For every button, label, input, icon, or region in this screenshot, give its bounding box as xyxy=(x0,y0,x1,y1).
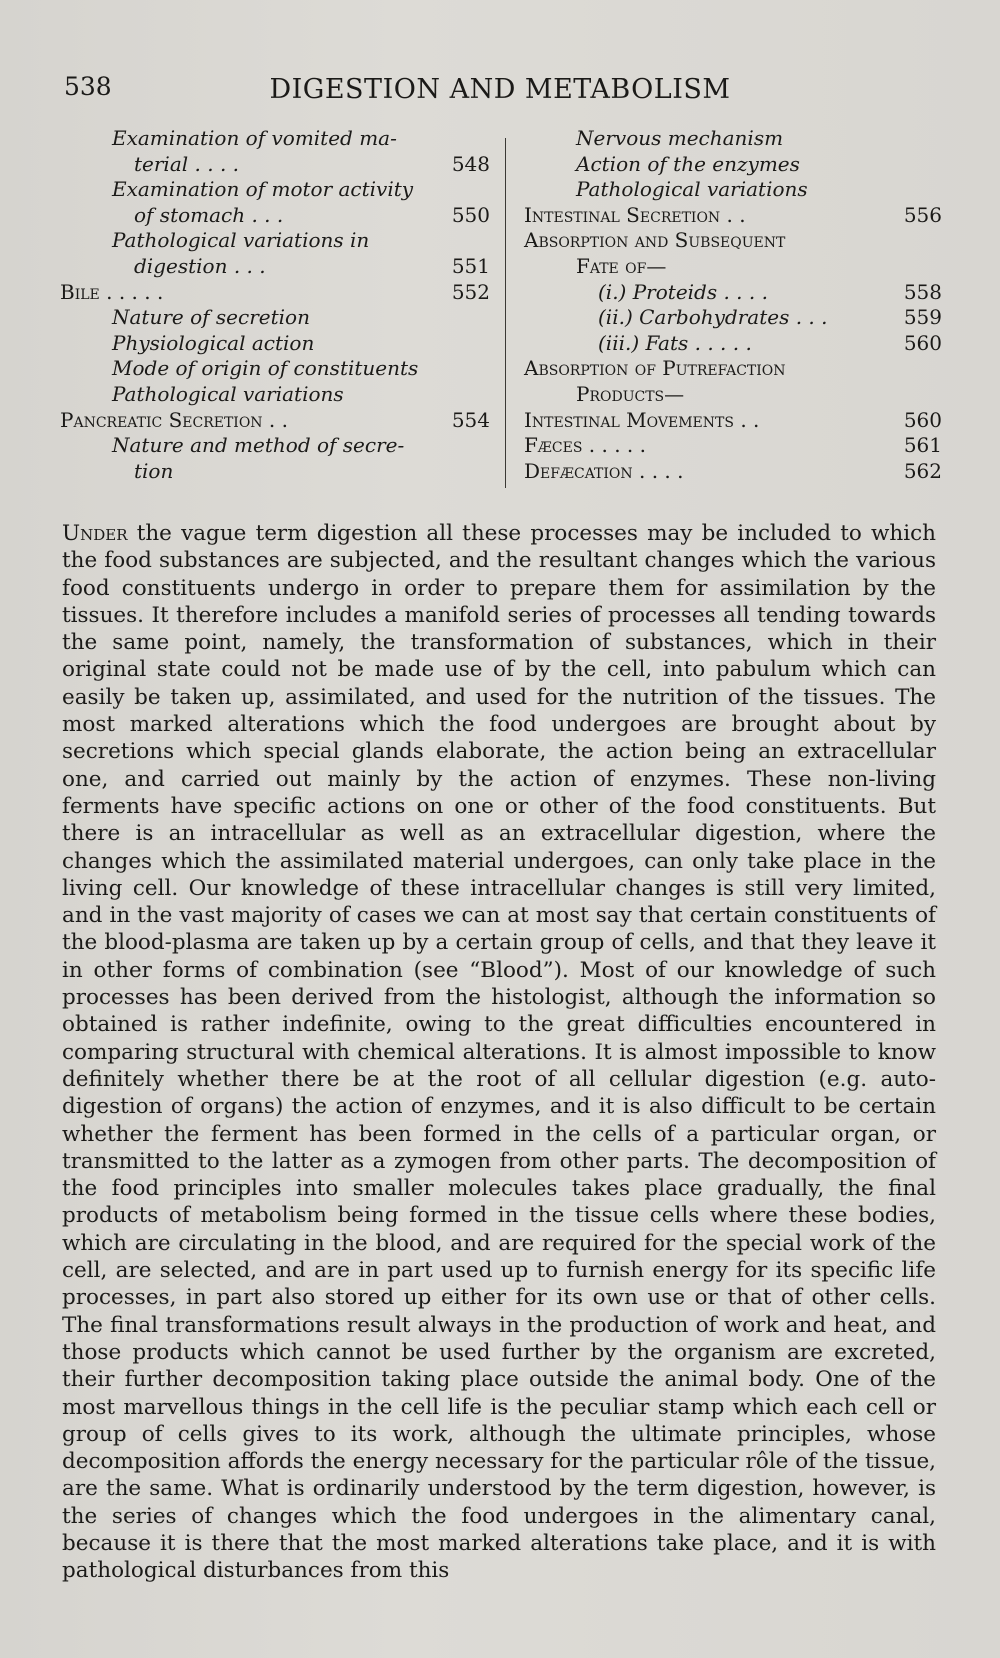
toc-entry xyxy=(60,433,490,459)
toc-entry-page: 548 xyxy=(451,151,490,176)
column-divider xyxy=(505,138,506,488)
toc-entry-title: Nature and method of secre- xyxy=(112,433,405,458)
toc-entry xyxy=(524,459,942,485)
toc-entry xyxy=(524,382,942,408)
toc-entry xyxy=(524,433,942,459)
toc-entry xyxy=(524,126,942,152)
toc-entry-title: Intestinal Movements . . xyxy=(524,407,760,432)
toc-entry xyxy=(524,408,942,434)
toc-entry xyxy=(60,228,490,254)
page-header xyxy=(60,68,940,108)
toc-entry xyxy=(524,254,942,280)
toc-entry-page: 550 xyxy=(451,202,490,227)
toc-entry-title: (iii.) Fats . . . . . xyxy=(598,330,752,355)
toc-entry-title: Pathological variations in xyxy=(112,228,370,253)
toc-entry-page: 560 xyxy=(903,330,942,355)
toc-entry-title: Action of the enzymes xyxy=(576,151,800,176)
page-number: 538 xyxy=(64,72,112,101)
toc-entry-title: Fate of— xyxy=(576,253,667,278)
toc-entry-page: 560 xyxy=(903,407,942,432)
toc-entry xyxy=(524,331,942,357)
toc-entry-page: 558 xyxy=(903,279,942,304)
contents-right-column xyxy=(524,126,942,484)
body-paragraph xyxy=(62,520,936,1585)
toc-entry xyxy=(524,356,942,382)
toc-entry-title: Absorption of Putrefaction xyxy=(524,356,786,381)
toc-entry-title: Products— xyxy=(576,381,685,406)
toc-entry-title: Defæcation . . . . xyxy=(524,458,684,483)
toc-entry-title: Bile . . . . . xyxy=(60,279,164,304)
toc-entry-page: 554 xyxy=(451,407,490,432)
toc-entry-title: terial . . . . xyxy=(134,151,240,176)
toc-entry-page: 552 xyxy=(451,279,490,304)
contents-left-column xyxy=(60,126,490,484)
toc-entry-title: Nervous mechanism xyxy=(576,126,784,150)
toc-entry-title: Pathological variations xyxy=(112,381,344,406)
toc-entry-title: Physiological action xyxy=(112,330,315,355)
chapter-contents xyxy=(60,126,940,496)
toc-entry-title: Absorption and Subsequent xyxy=(524,228,786,253)
lead-word: Under xyxy=(62,521,128,546)
toc-entry xyxy=(60,126,490,152)
toc-entry xyxy=(60,331,490,357)
toc-entry-page: 562 xyxy=(903,458,942,483)
toc-entry xyxy=(524,280,942,306)
toc-entry xyxy=(60,408,490,434)
toc-entry-title: Examination of motor activity xyxy=(112,177,414,202)
toc-entry-page: 556 xyxy=(903,202,942,227)
toc-entry-title: tion xyxy=(134,458,174,483)
toc-entry-title: Intestinal Secretion . . xyxy=(524,202,746,227)
toc-entry-page: 551 xyxy=(451,253,490,278)
paragraph-text: the vague term digestion all these processes may be included to which the food substances are subjected, and the resultant changes which the various food constituents undergo in order to prepare them for assimilation by the tissues. It therefore includes a manifold series of processes all tending towards the same point, namely, the transformation of substances, which in their original state could not be made use of by the cell, into pabulum which can easily be taken up, assimilated, and used for the nutrition of the tissues. The most marked alterations which the food undergoes are brought about by secretions which special glands elaborate, the action being an extracellular one, and carried out mainly by the action of enzymes. These non-living ferments have specific actions on one or other of the food constituents. But there is an intracellular as well as an extracellular digestion, where the changes which the assimilated material undergoes, can only take place in the living cell. Our knowledge of these intracellular changes is still very limited, and in the vast majority of cases we can at most say that certain constituents of the blood-plasma are taken up by a certain group of cells, and that they leave it in other forms of combination (see “Blood”). Most of our knowledge of such processes has been derived from the histologist, although the information so obtained is rather indefinite, owing to the great difficulties encountered in comparing structural with chemical alterations. It is almost impossible to know definitely whether there be at the root of all cellular digestion (e.g. auto-digestion of organs) the action of enzymes, and it is also difficult to be certain whether the ferment has been formed in the cells of a particular organ, or transmitted to the latter as a zymogen from other parts. The decomposition of the food principles into smaller molecules takes place gradually, the final products of metabolism being formed in the tissue cells where these bodies, which are circulating in the blood, and are required for the special work of the cell, are selected, and are in part used up to furnish energy for its specific life processes, in part also stored up either for its own use or that of other cells. The final transformations result always in the production of work and heat, and those products which cannot be used further by the organism are excreted, their further decomposition taking place outside the animal body. One of the most marvellous things in the cell life is the peculiar stamp which each cell or group of cells gives to its work, although the ultimate principles, whose decomposition affords the energy necessary for the particular rôle of the tissue, are the same. What is ordinarily understood by the term digestion, however, is the series of changes which the food undergoes in the alimentary canal, because it is there that the most marked alterations take place, and it is with pathological disturbances from this xyxy=(62,521,936,1584)
toc-entry xyxy=(60,152,490,178)
toc-entry xyxy=(524,203,942,229)
toc-entry xyxy=(60,305,490,331)
body-text xyxy=(62,520,936,1585)
toc-entry xyxy=(60,203,490,229)
toc-entry-title: Pathological variations xyxy=(576,177,808,202)
toc-entry-title: Pancreatic Secretion . . xyxy=(60,407,288,432)
toc-entry xyxy=(524,152,942,178)
toc-entry xyxy=(60,459,490,485)
toc-entry-title: of stomach . . . xyxy=(134,202,284,227)
toc-entry-title: (ii.) Carbohydrates . . . xyxy=(598,305,828,330)
toc-entry xyxy=(60,356,490,382)
toc-entry xyxy=(524,305,942,331)
toc-entry xyxy=(60,254,490,280)
toc-entry-page: 561 xyxy=(903,433,942,458)
toc-entry-title: Fæces . . . . . xyxy=(524,433,646,458)
toc-entry-page: 559 xyxy=(903,305,942,330)
running-title: DIGESTION AND METABOLISM xyxy=(269,74,731,105)
toc-entry-title: (i.) Proteids . . . . xyxy=(598,279,768,304)
toc-entry-title: Nature of secretion xyxy=(112,305,310,330)
toc-entry xyxy=(60,177,490,203)
toc-entry xyxy=(60,280,490,306)
toc-entry-title: digestion . . . xyxy=(134,253,266,278)
toc-entry xyxy=(524,228,942,254)
toc-entry xyxy=(60,382,490,408)
toc-entry xyxy=(524,177,942,203)
toc-entry-title: Mode of origin of constituents xyxy=(112,356,419,381)
toc-entry-title: Examination of vomited ma- xyxy=(112,126,397,150)
